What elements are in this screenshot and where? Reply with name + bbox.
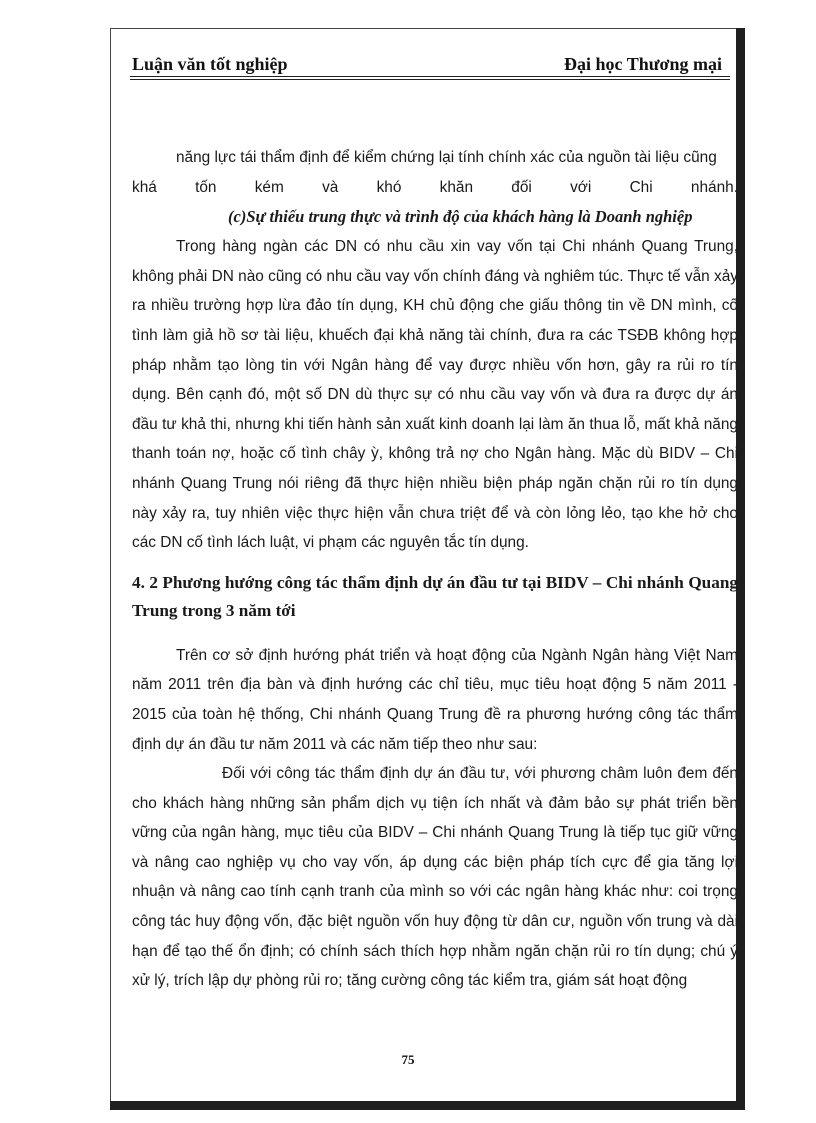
page-content [132, 143, 738, 996]
paragraph-2: Trong hàng ngàn các DN có nhu cầu xin vay vốn tại Chi nhánh Quang Trung, không phải DN nào cũng có nhu cầu vay vốn chính đáng và nghiêm túc. Thực tế vẫn xảy ra nhiều trường hợp lừa đảo tín dụng, KH chủ động che giấu thông tin về DN mình, cố tình làm giả hồ sơ tài liệu, khuếch đại khả năng tài chính, đưa ra các TSĐB không hợp pháp nhằm tạo lòng tin với Ngân hàng để vay được nhiều vốn hơn, gây ra rủi ro tín dụng. Bên cạnh đó, một số DN dù thực sự có nhu cầu vay vốn và đưa ra được dự án đầu tư khả thi, nhưng khi tiến hành sản xuất kinh doanh lại làm ăn thua lỗ, mất khả năng thanh toán nợ, hoặc cố tình chây ỳ, không trả nợ cho Ngân hàng. Mặc dù BIDV – Chi nhánh Quang Trung nói riêng đã thực hiện nhiều biện pháp ngăn chặn rủi ro tín dụng này xảy ra, tuy nhiên việc thực hiện vẫn chưa triệt để và còn lỏng lẻo, tạo khe hở cho các DN cố tình lách luật, vi phạm các nguyên tắc tín dụng. [132, 238, 738, 552]
page-border-left [110, 28, 111, 1101]
subheading: (c)Sự thiếu trung thực và trình độ của khách hàng là Doanh nghiệp [228, 207, 693, 227]
page-shadow-bottom [110, 1101, 745, 1110]
header-right-title: Đại học Thương mại [564, 54, 722, 74]
paragraph-4: Đối với công tác thẩm định dự án đầu tư, với phương châm luôn đem đến cho khách hàng những sản phẩm dịch vụ tiện ích nhất và đảm bảo sự phát triển bền vững của ngân hàng, mục tiêu của BIDV – Chi nhánh Quang Trung là tiếp tục giữ vững và nâng cao nghiệp vụ cho vay vốn, áp dụng các biện pháp tích cực để gia tăng lợi nhuận và nâng cao tính cạnh tranh của mình so với các ngân hàng khác như: coi trọng công tác huy động vốn, đặc biệt nguồn vốn huy động từ dân cư, nguồn vốn trung và dài hạn để tạo thế ổn định; có chính sách thích hợp nhằm ngăn chặn rủi ro tín dụng; chú ý xử lý, trích lập dự phòng rủi ro; tăng cường công tác kiểm tra, giám sát hoạt động [132, 765, 738, 990]
paragraph-1-line-2: khá tốn kém và khó khăn đối với Chi nhánh. [132, 178, 738, 196]
page-number: 75 [401, 1052, 415, 1067]
header-left-title: Luận văn tốt nghiệp [132, 54, 288, 74]
paragraph-1-line-1: năng lực tái thẩm định để kiểm chứng lại tính chính xác của nguồn tài liệu cũng [176, 149, 717, 166]
paragraph-3: Trên cơ sở định hướng phát triển và hoạt động của Ngành Ngân hàng Việt Nam năm 2011 trên địa bàn và định hướng các chỉ tiêu, mục tiêu hoạt động 5 năm 2011 - 2015 của toàn hệ thống, Chi nhánh Quang Trung đề ra phương hướng công tác thẩm định dự án đầu tư năm 2011 và các năm tiếp theo như sau: [132, 646, 738, 753]
page-border-top [110, 28, 736, 29]
section-heading: 4. 2 Phương hướng công tác thẩm định dự án đầu tư tại BIDV – Chi nhánh Quang Trung trong 3 năm tới [132, 572, 738, 620]
header-rule [130, 76, 730, 80]
